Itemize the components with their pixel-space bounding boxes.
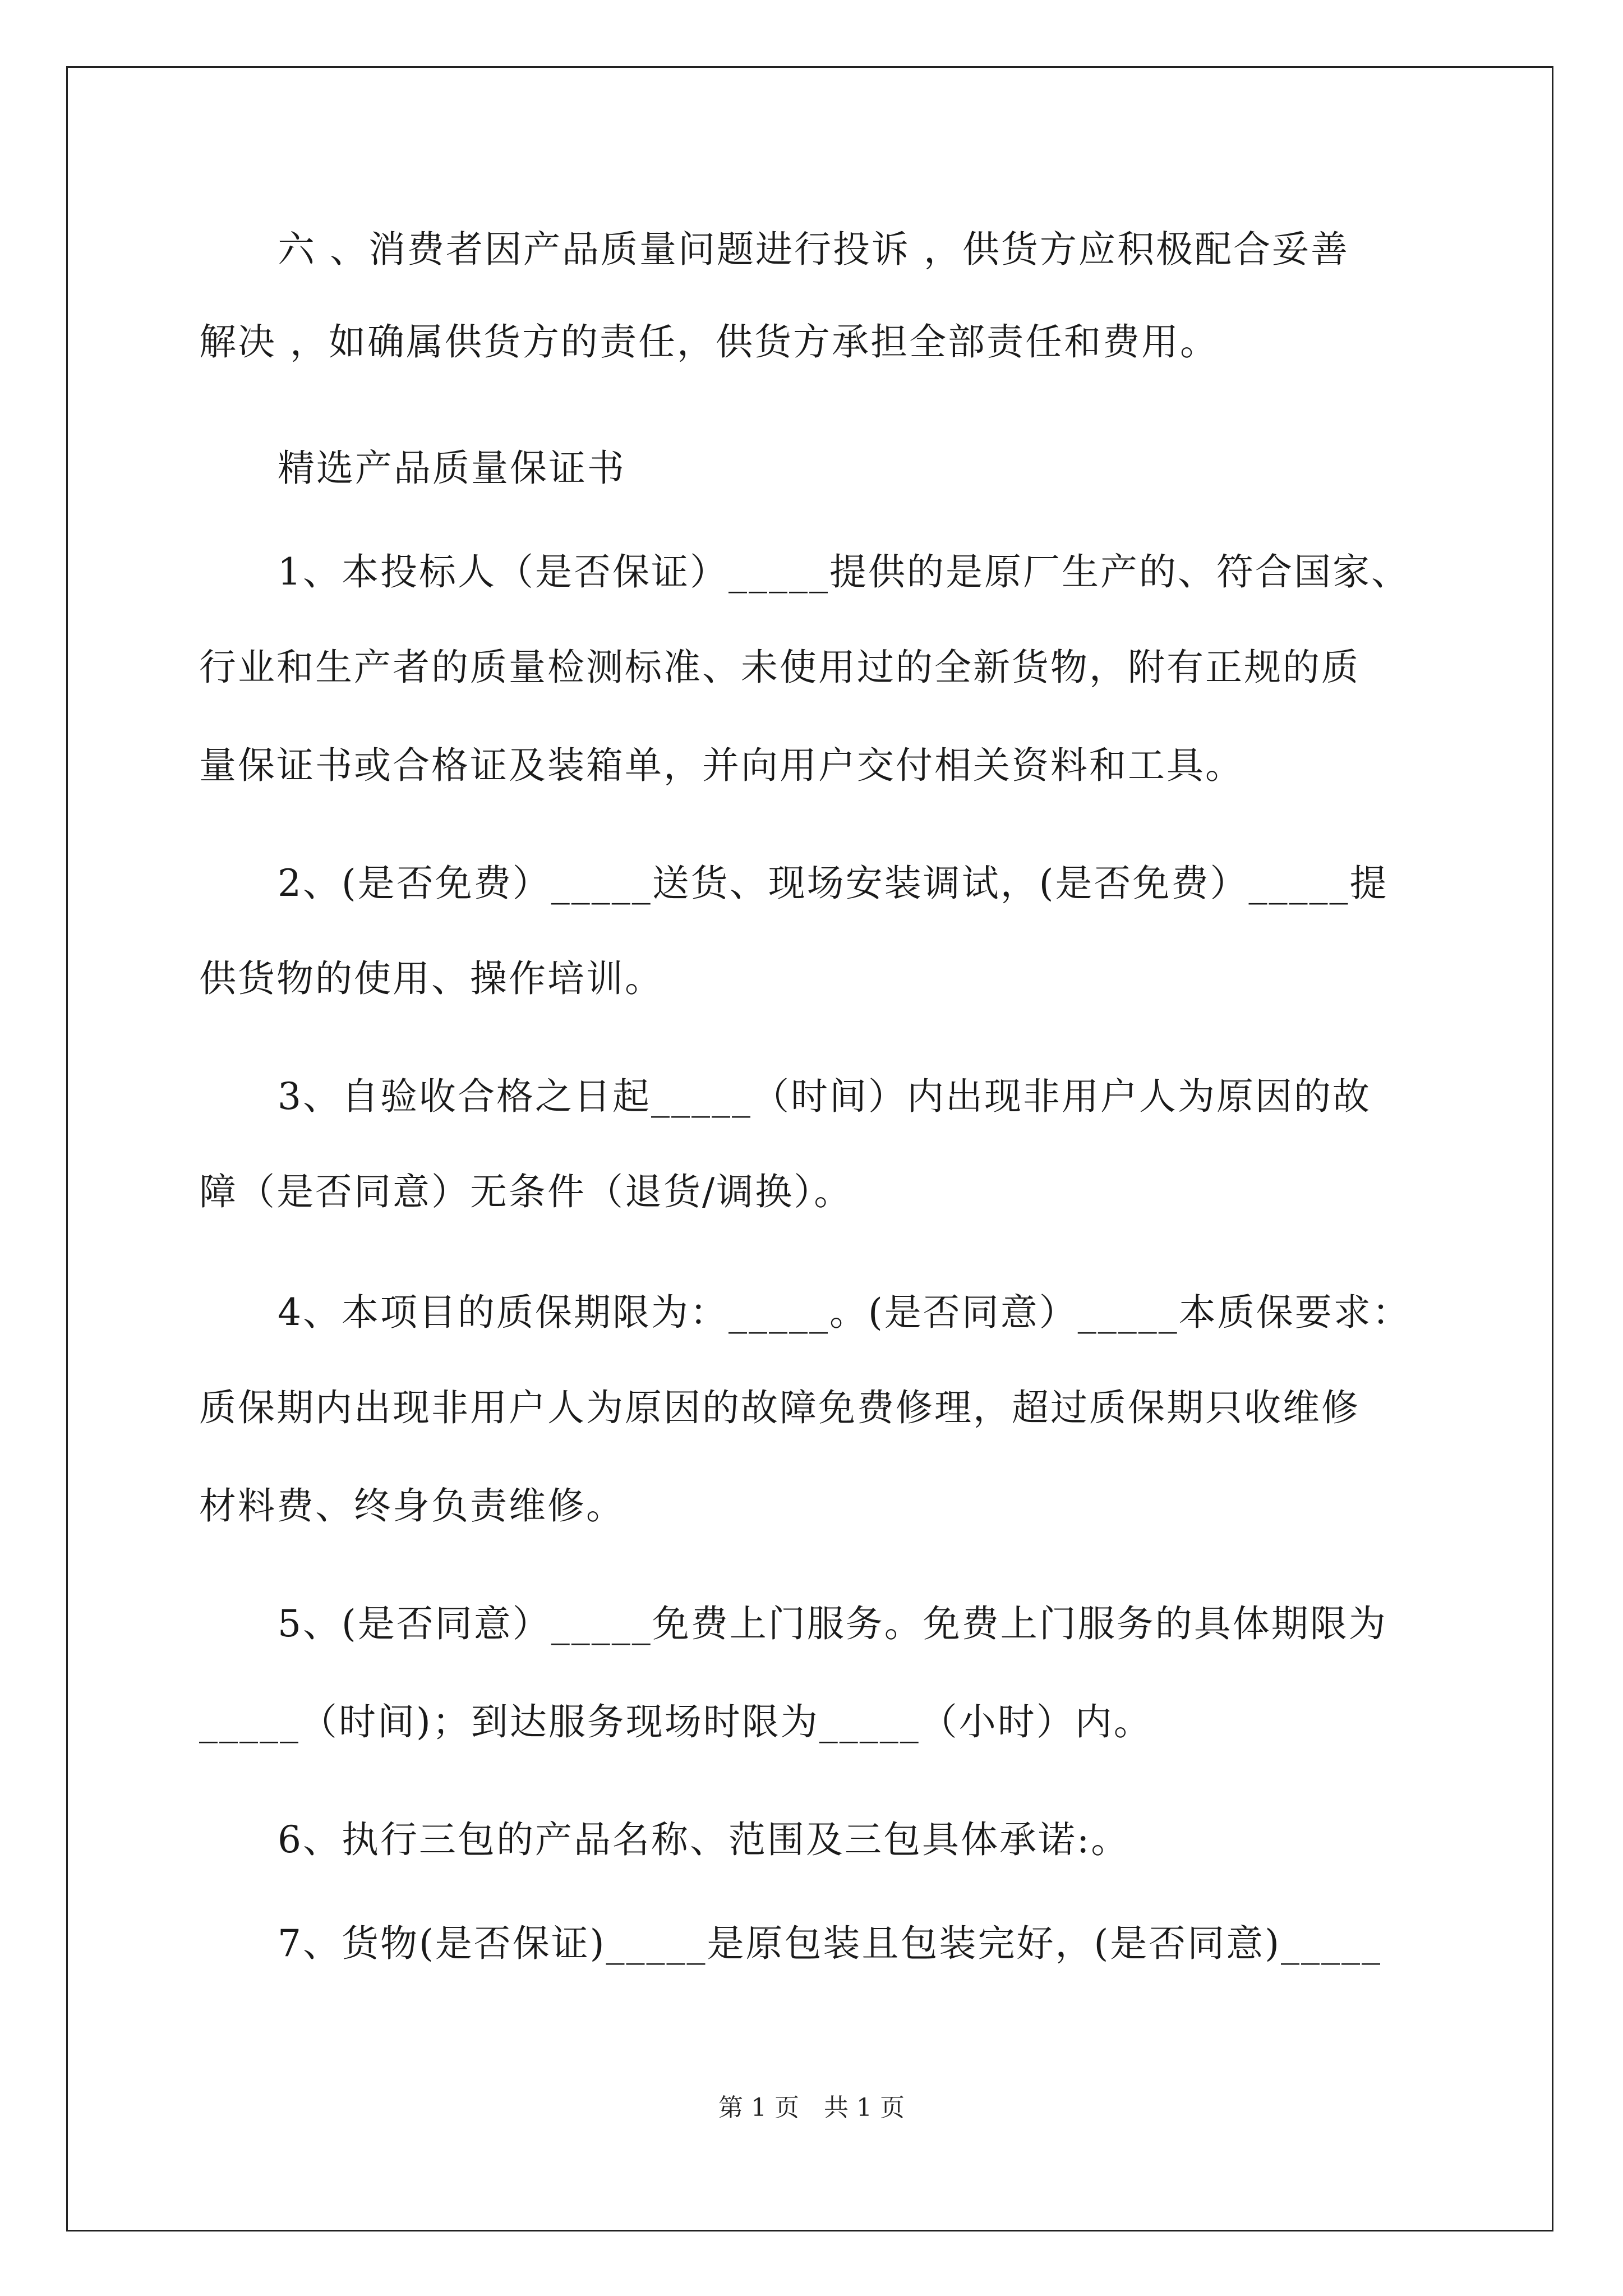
section-title: 精选产品质量保证书 [278, 447, 626, 490]
paragraph-six-line-2: 解决 ，如确属供货方的责任，供货方承担全部责任和费用。 [199, 320, 1219, 364]
item-2-line-1: 2、(是否免费）_____送货、现场安装调试，(是否免费）_____提 [278, 862, 1389, 905]
item-4-line-1: 4、本项目的质保期限为：_____。(是否同意）_____本质保要求： [278, 1291, 1411, 1334]
item-7-line-1: 7、货物(是否保证)_____是原包装且包装完好，(是否同意)_____ [278, 1922, 1382, 1965]
item-5-line-1: 5、(是否同意）_____免费上门服务。免费上门服务的具体期限为 [278, 1602, 1387, 1645]
item-3-line-2: 障（是否同意）无条件（退货/调换）。 [199, 1170, 853, 1213]
item-4-line-3: 材料费、终身负责维修。 [199, 1484, 625, 1527]
page-number-footer: 第 1 页 共 1 页 [718, 2093, 905, 2122]
item-4-line-2: 质保期内出现非用户人为原因的故障免费修理，超过质保期只收维修 [199, 1386, 1360, 1429]
item-6-line-1: 6、执行三包的产品名称、范围及三包具体承诺:。 [278, 1818, 1130, 1861]
item-5-line-2: _____（时间)；到达服务现场时限为_____（小时）内。 [199, 1700, 1152, 1743]
page-border [66, 66, 1553, 2231]
item-1-line-1: 1、本投标人（是否保证）_____提供的是原厂生产的、符合国家、 [278, 550, 1410, 593]
item-1-line-3: 量保证书或合格证及装箱单，并向用户交付相关资料和工具。 [199, 744, 1244, 787]
paragraph-six-line-1: 六 、消费者因产品质量问题进行投诉 ，供货方应积极配合妥善 [278, 228, 1349, 271]
item-2-line-2: 供货物的使用、操作培训。 [199, 957, 663, 1000]
item-3-line-1: 3、自验收合格之日起_____（时间）内出现非用户人为原因的故 [278, 1075, 1371, 1118]
item-1-line-2: 行业和生产者的质量检测标准、未使用过的全新货物，附有正规的质 [199, 646, 1360, 689]
